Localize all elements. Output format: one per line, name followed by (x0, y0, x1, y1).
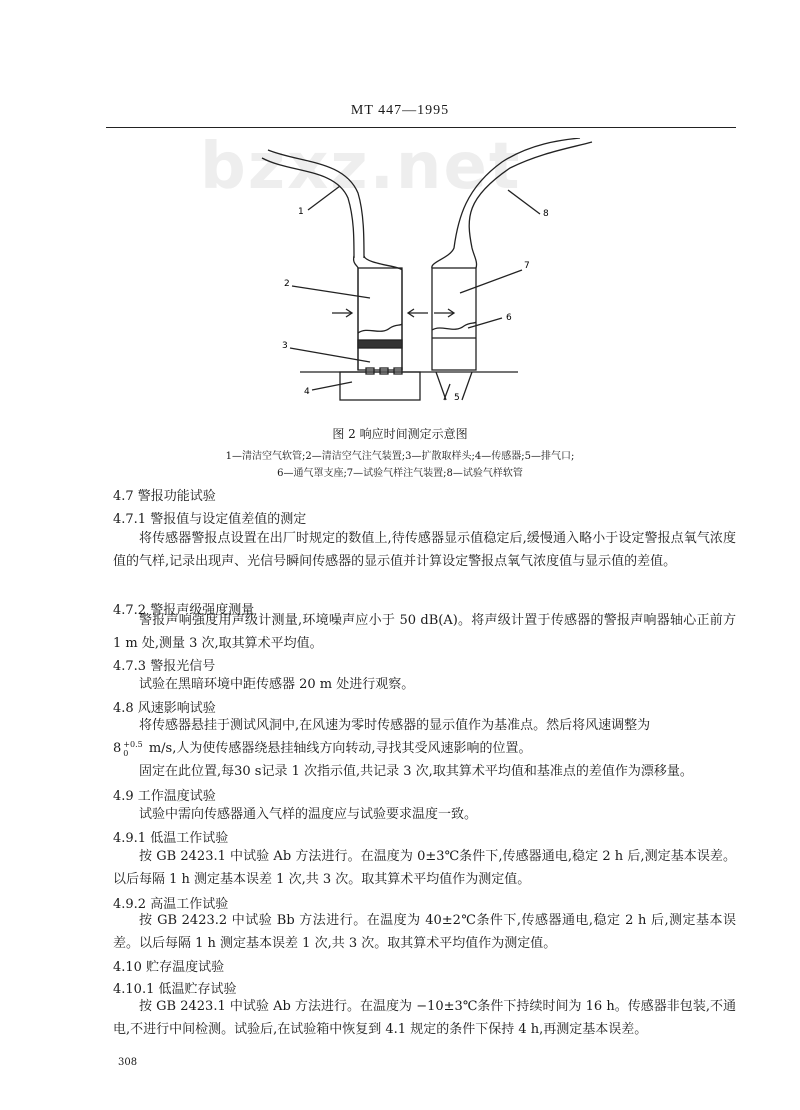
para-4-7-1: 将传感器警报点设置在出厂时规定的数值上,待传感器显示值稳定后,缓慢通入略小于设定警报点氧气浓度值的气样,记录出现声、光信号瞬间传感器的显示值并计算设定警报点氧气浓度值与显示值的差值。 (113, 531, 736, 569)
heading-4-7-1: 4.7.1 警报值与设定值差值的测定 (113, 512, 307, 527)
figure-label-6: 6 (506, 313, 512, 323)
heading-4-10: 4.10 贮存温度试验 (113, 960, 225, 975)
wind-speed-text: m/s,人为使传感器绕悬挂轴线方向转动,寻找其受风速影响的位置。 (144, 741, 532, 756)
wind-speed-base: 8 (113, 741, 122, 756)
heading-4-7-2: 4.7.2 警报声级强度测量 (113, 603, 255, 618)
wind-speed-upper-tolerance: +0.5 (123, 739, 143, 749)
figure-label-1: 1 (298, 207, 304, 217)
figure-legend-line1: 1—清洁空气软管;2—清洁空气注气装置;3—扩散取样头;4—传感器;5—排气口; (225, 451, 575, 462)
figure-label-8: 8 (543, 209, 549, 219)
para-4-8-a: 将传感器悬挂于测试风洞中,在风速为零时传感器的显示值作为基准点。然后将风速调整为 (139, 718, 651, 733)
heading-4-8: 4.8 风速影响试验 (113, 701, 216, 716)
para-4-9: 试验中需向传感器通入气样的温度应与试验要求温度一致。 (139, 807, 478, 822)
heading-4-10-1: 4.10.1 低温贮存试验 (113, 982, 237, 997)
para-4-10-1: 按 GB 2423.1 中试验 Ab 方法进行。在温度为 −10±3℃条件下持续时间为 16 h。传感器非包装,不通电,不进行中间检测。试验后,在试验箱中恢复到 4.1 规定的条件下保持 4 h,再测定基本误差。 (113, 999, 736, 1037)
wind-speed-lower-tolerance: 0 (123, 748, 129, 758)
figure-label-2: 2 (284, 279, 290, 289)
figure-label-3: 3 (282, 341, 288, 351)
heading-4-9-1: 4.9.1 低温工作试验 (113, 831, 229, 846)
para-4-7-2: 警报声响强度用声级计测量,环境噪声应小于 50 dB(A)。将声级计置于传感器的警报声响器轴心正前方 1 m 处,测量 3 次,取其算术平均值。 (113, 613, 736, 651)
header-rule (106, 127, 736, 128)
figure-label-7: 7 (524, 261, 530, 271)
figure-label-5: 5 (454, 393, 460, 403)
heading-4-7-3: 4.7.3 警报光信号 (113, 659, 216, 674)
para-4-7-3: 试验在黑暗环境中距传感器 20 m 处进行观察。 (139, 677, 415, 692)
figure-label-4: 4 (304, 387, 310, 397)
page-header: MT 447—1995 (350, 103, 450, 118)
para-4-9-1: 按 GB 2423.1 中试验 Ab 方法进行。在温度为 0±3℃条件下,传感器通电,稳定 2 h 后,测定基本误差。以后每隔 1 h 测定基本误差 1 次,共 3 次。取其算术平均值作为测定值。 (113, 849, 736, 887)
para-4-8-c: 固定在此位置,每30 s记录 1 次指示值,共记录 3 次,取其算术平均值和基准点的差值作为漂移量。 (139, 764, 693, 779)
heading-4-7: 4.7 警报功能试验 (113, 489, 216, 504)
para-4-9-2: 按 GB 2423.2 中试验 Bb 方法进行。在温度为 40±2℃条件下,传感器通电,稳定 2 h 后,测定基本误差。以后每隔 1 h 测定基本误差 1 次,共 3 次。取其算术平均值作为测定值。 (113, 913, 736, 951)
page-number: 308 (118, 1057, 138, 1068)
heading-4-9: 4.9 工作温度试验 (113, 789, 216, 804)
figure-caption: 图 2 响应时间测定示意图 (332, 427, 468, 441)
para-4-8-b (113, 737, 736, 760)
figure-legend-line2: 6—通气罩支座;7—试验气样注气装置;8—试验气样软管 (277, 468, 523, 479)
heading-4-9-2: 4.9.2 高温工作试验 (113, 897, 229, 912)
watermark: bzxz.net (200, 130, 522, 204)
response-time-diagram (240, 138, 620, 428)
